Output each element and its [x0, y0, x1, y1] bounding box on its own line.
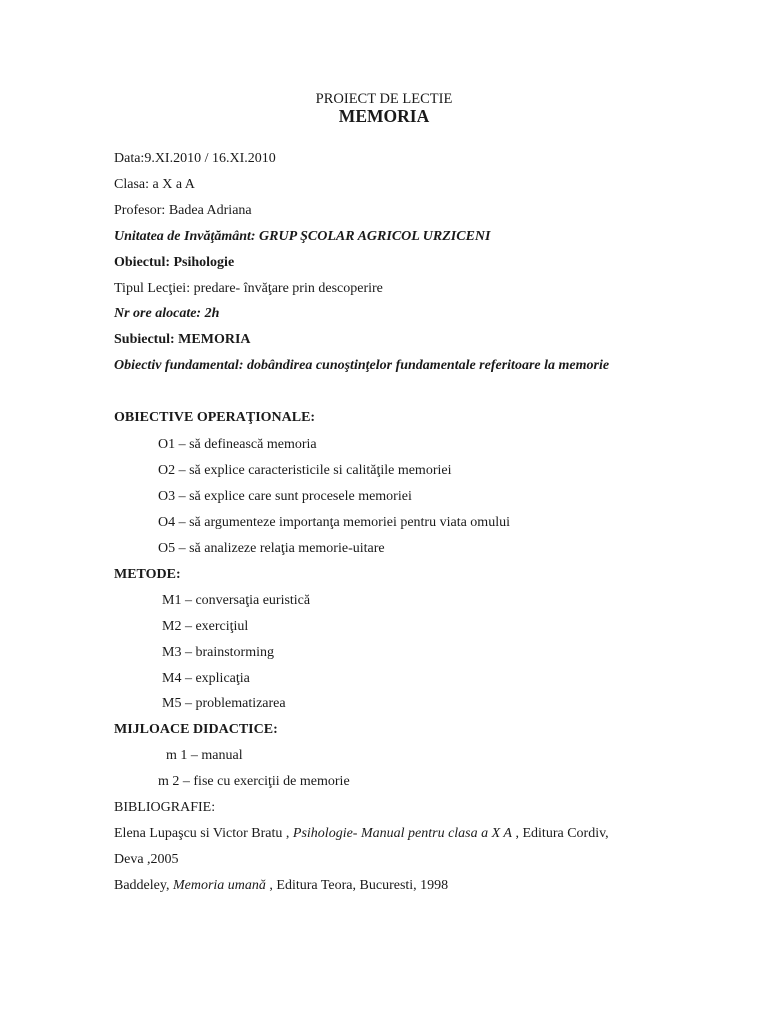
info-lesson-type: Tipul Lecţiei: predare- învăţare prin descoperire — [114, 281, 383, 296]
bibliography-author: Baddeley, — [114, 878, 173, 893]
methods-heading: METODE: — [114, 567, 181, 582]
objective-item: O2 – să explice caracteristicile si calităţile memoriei — [158, 463, 452, 478]
objective-item: O5 – să analizeze relaţia memorie-uitare — [158, 541, 385, 556]
bibliography-heading: BIBLIOGRAFIE: — [114, 800, 216, 815]
bibliography-publisher: , Editura Teora, Bucuresti, 1998 — [265, 878, 449, 893]
method-item: M1 – conversaţia euristică — [162, 593, 311, 608]
materials-heading: MIJLOACE DIDACTICE: — [114, 722, 278, 737]
objective-item: O4 – să argumenteze importanţa memoriei pentru viata omului — [158, 515, 510, 530]
method-item: M2 – exerciţiul — [162, 619, 249, 634]
document-title: PROIECT DE LECTIE — [315, 91, 453, 107]
objective-item: O1 – să definească memoria — [158, 437, 317, 452]
material-item: m 2 – fise cu exerciţii de memorie — [158, 774, 350, 789]
info-hours: Nr ore alocate: 2h — [114, 306, 220, 321]
method-item: M4 – explicaţia — [162, 671, 250, 686]
bibliography-author: Elena Lupaşcu si Victor Bratu , — [114, 826, 293, 841]
info-date: Data:9.XI.2010 / 16.XI.2010 — [114, 151, 276, 166]
info-subject-area: Obiectul: Psihologie — [114, 255, 235, 270]
material-item: m 1 – manual — [166, 748, 243, 763]
bibliography-entry — [114, 825, 609, 842]
info-class: Clasa: a X a A — [114, 177, 195, 192]
bibliography-book-title: Psihologie- Manual pentru clasa a X A — [292, 826, 512, 841]
info-topic: Subiectul: MEMORIA — [114, 332, 251, 347]
info-school: Unitatea de Invăţământ: GRUP ŞCOLAR AGRICOL URZICENI — [114, 229, 491, 244]
info-main-objective: Obiectiv fundamental: dobândirea cunoştinţelor fundamentale referitoare la memorie — [114, 358, 610, 373]
info-teacher: Profesor: Badea Adriana — [114, 203, 252, 218]
objectives-heading: OBIECTIVE OPERAŢIONALE: — [114, 410, 316, 425]
bibliography-place: Deva ,2005 — [114, 852, 179, 867]
bibliography-book-title: Memoria umană — [172, 878, 266, 893]
document-subtitle: MEMORIA — [338, 106, 430, 126]
bibliography-publisher: , Editura Cordiv, — [511, 826, 609, 841]
method-item: M5 – problematizarea — [162, 696, 286, 711]
method-item: M3 – brainstorming — [162, 645, 274, 660]
objective-item: O3 – să explice care sunt procesele memoriei — [158, 489, 412, 504]
bibliography-entry — [114, 877, 448, 894]
